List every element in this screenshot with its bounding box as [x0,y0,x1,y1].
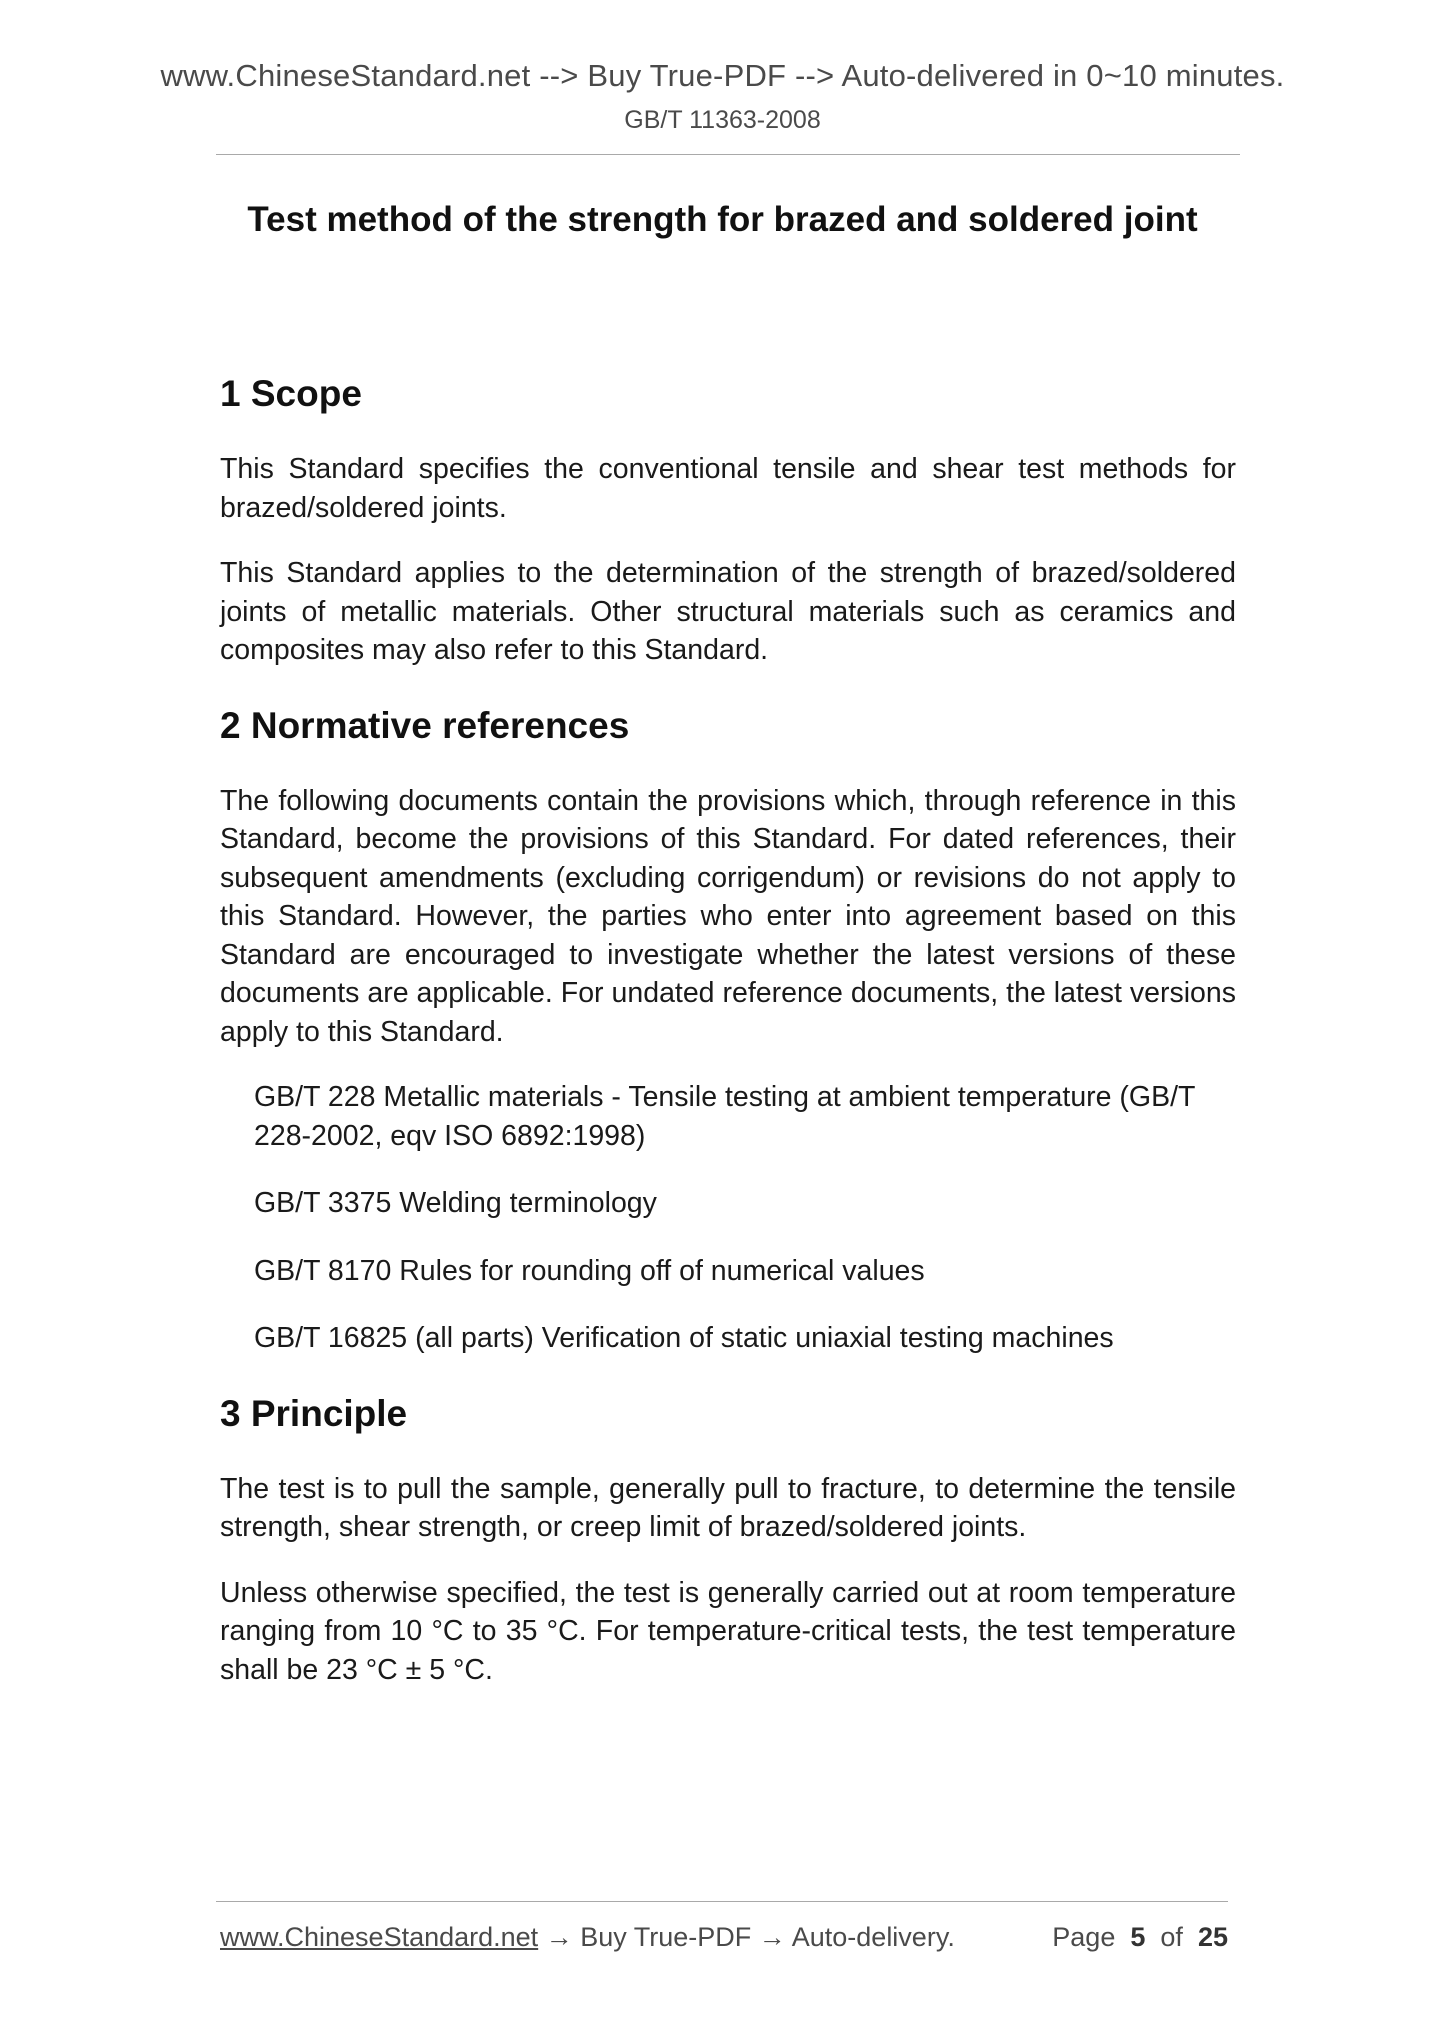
of-label: of [1160,1922,1183,1952]
principle-paragraph-1: The test is to pull the sample, generally pull to fracture, to determine the tensile strength, shear strength, or creep limit of brazed/soldered joints. [220,1472,1236,1543]
footer-site-link[interactable]: www.ChineseStandard.net [220,1922,539,1952]
section-heading-normative-references: 2 Normative references [220,704,630,746]
standard-code: GB/T 11363-2008 [624,106,821,134]
section-heading-principle: 3 Principle [220,1392,408,1434]
footer-left [220,1922,955,1953]
page-indicator [1052,1922,1228,1953]
reference-item: GB/T 8170 Rules for rounding off of numerical values [254,1254,925,1287]
scope-paragraph-2: This Standard applies to the determination of the strength of brazed/soldered joints of metallic materials. Other structural materials such as ceramics and composites may also refer to this Standard. [220,557,1236,666]
reference-item: GB/T 3375 Welding terminology [254,1187,657,1219]
document-body [220,370,1236,1689]
reference-item: GB/T 16825 (all parts) Verification of static uniaxial testing machines [254,1322,1114,1354]
page-total: 25 [1197,1922,1228,1952]
header-banner[interactable]: www.ChineseStandard.net --> Buy True-PDF --> Auto-delivered in 0~10 minutes. [160,58,1285,93]
scope-paragraph-1: This Standard specifies the conventional tensile and shear test methods for brazed/soldered joints. [220,453,1236,524]
principle-paragraph-2: Unless otherwise specified, the test is generally carried out at room temperature ranging from 10 °C to 35 °C. For temperature-critical tests, the test temperature shall be 23 °C ± 5 °C. [220,1576,1236,1686]
page-label: Page [1052,1922,1116,1952]
footer-divider [216,1901,1228,1902]
references-paragraph: The following documents contain the provisions which, through reference in this Standard, become the provisions of this Standard. For dated references, their subsequent amendments (excluding corrigendum) or revisions do not apply to this Standard. However, the parties who enter into agreement based on this Standard are encouraged to investigate whether the latest versions of these documents are applicable. For undated reference documents, the latest versions apply to this Standard. [220,784,1236,1048]
header-divider [216,154,1240,155]
document-title: Test method of the strength for brazed and soldered joint [247,200,1198,239]
footer-tagline: → Buy True-PDF → Auto-delivery. [538,1922,955,1952]
reference-item: GB/T 228 Metallic materials - Tensile testing at ambient temperature (GB/T 228-2002, eqv ISO 6892:1998) [254,1081,1195,1152]
page-number: 5 [1130,1922,1146,1952]
section-heading-scope: 1 Scope [220,373,362,414]
